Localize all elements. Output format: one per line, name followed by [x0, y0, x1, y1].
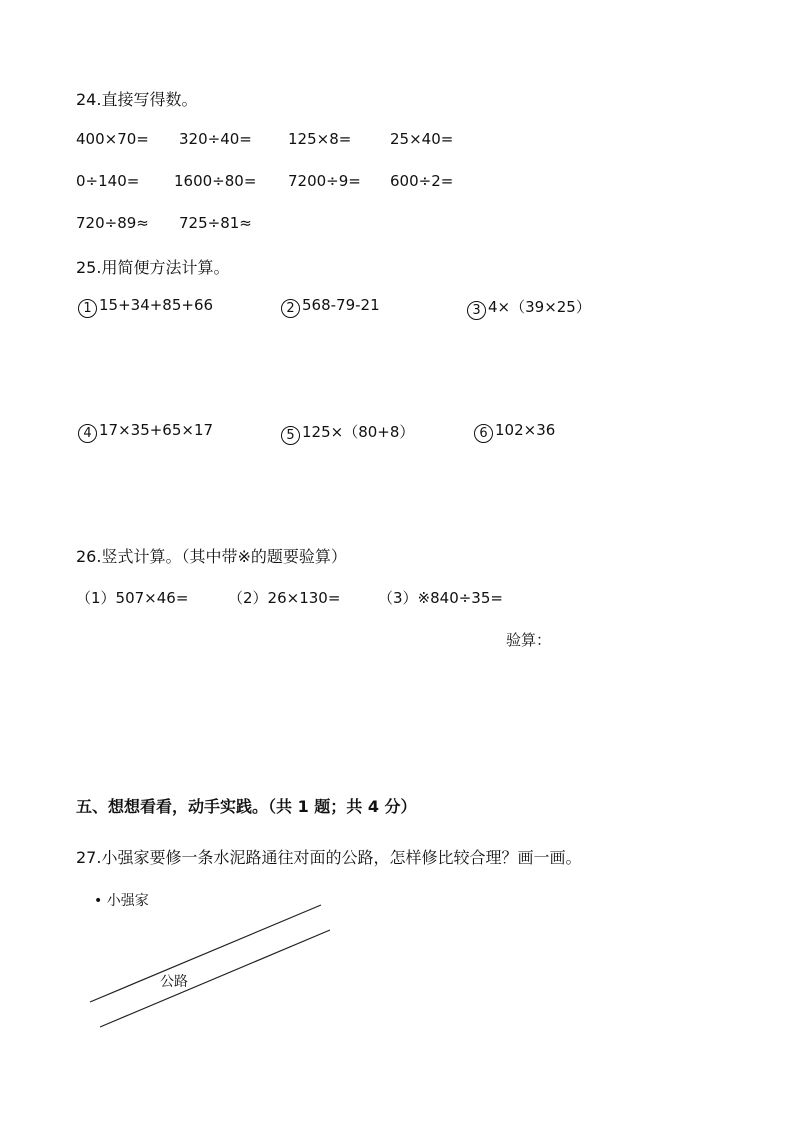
q25-item: [467, 296, 591, 320]
circled-number: 6: [474, 424, 493, 443]
section-heading: 五、想想看看，动手实践。（共 1 题；共 4 分）: [76, 797, 417, 816]
circled-number: 4: [78, 424, 97, 443]
q26-item: （2）26×130=: [228, 589, 341, 607]
q24-item: 720÷89≈: [76, 214, 149, 232]
house-label: • 小强家: [94, 893, 149, 909]
q25-expression: 102×36: [495, 421, 556, 439]
q24-item: 400×70=: [76, 130, 149, 148]
q25-item: [281, 421, 414, 445]
q26-item: （3）※840÷35=: [378, 589, 503, 607]
q25-item: [474, 421, 555, 443]
q25-expression: 4×（39×25）: [488, 298, 591, 316]
q26-title: 26.竖式计算。（其中带※的题要验算）: [76, 547, 347, 566]
q24-item: 600÷2=: [390, 172, 454, 190]
q25-expression: 15+34+85+66: [99, 296, 214, 314]
circled-number: 2: [281, 299, 300, 318]
q24-item: 7200÷9=: [288, 172, 361, 190]
q25-title: 25.用简便方法计算。: [76, 258, 230, 277]
q25-item: [78, 421, 213, 443]
q25-expression: 125×（80+8）: [302, 423, 415, 441]
q24-item: 25×40=: [390, 130, 454, 148]
q24-item: 320÷40=: [179, 130, 252, 148]
check-label: 验算：: [506, 631, 552, 649]
q25-item: [281, 296, 380, 318]
q26-item: （1）507×46=: [76, 589, 189, 607]
circled-number: 1: [78, 299, 97, 318]
q24-item: 125×8=: [288, 130, 352, 148]
q24-item: 1600÷80=: [174, 172, 257, 190]
q24-title: 24.直接写得数。: [76, 90, 198, 109]
q25-item: [78, 296, 213, 318]
q27-title: 27.小强家要修一条水泥路通往对面的公路，怎样修比较合理？画一画。: [76, 848, 582, 867]
road-label: 公路: [160, 974, 188, 990]
q24-item: 725÷81≈: [179, 214, 252, 232]
circled-number: 5: [281, 426, 300, 445]
road-edge-top: [90, 905, 321, 1002]
road-edge-bottom: [100, 930, 330, 1027]
q25-expression: 17×35+65×17: [99, 421, 214, 439]
q25-expression: 568-79-21: [302, 296, 380, 314]
q24-item: 0÷140=: [76, 172, 140, 190]
circled-number: 3: [467, 301, 486, 320]
